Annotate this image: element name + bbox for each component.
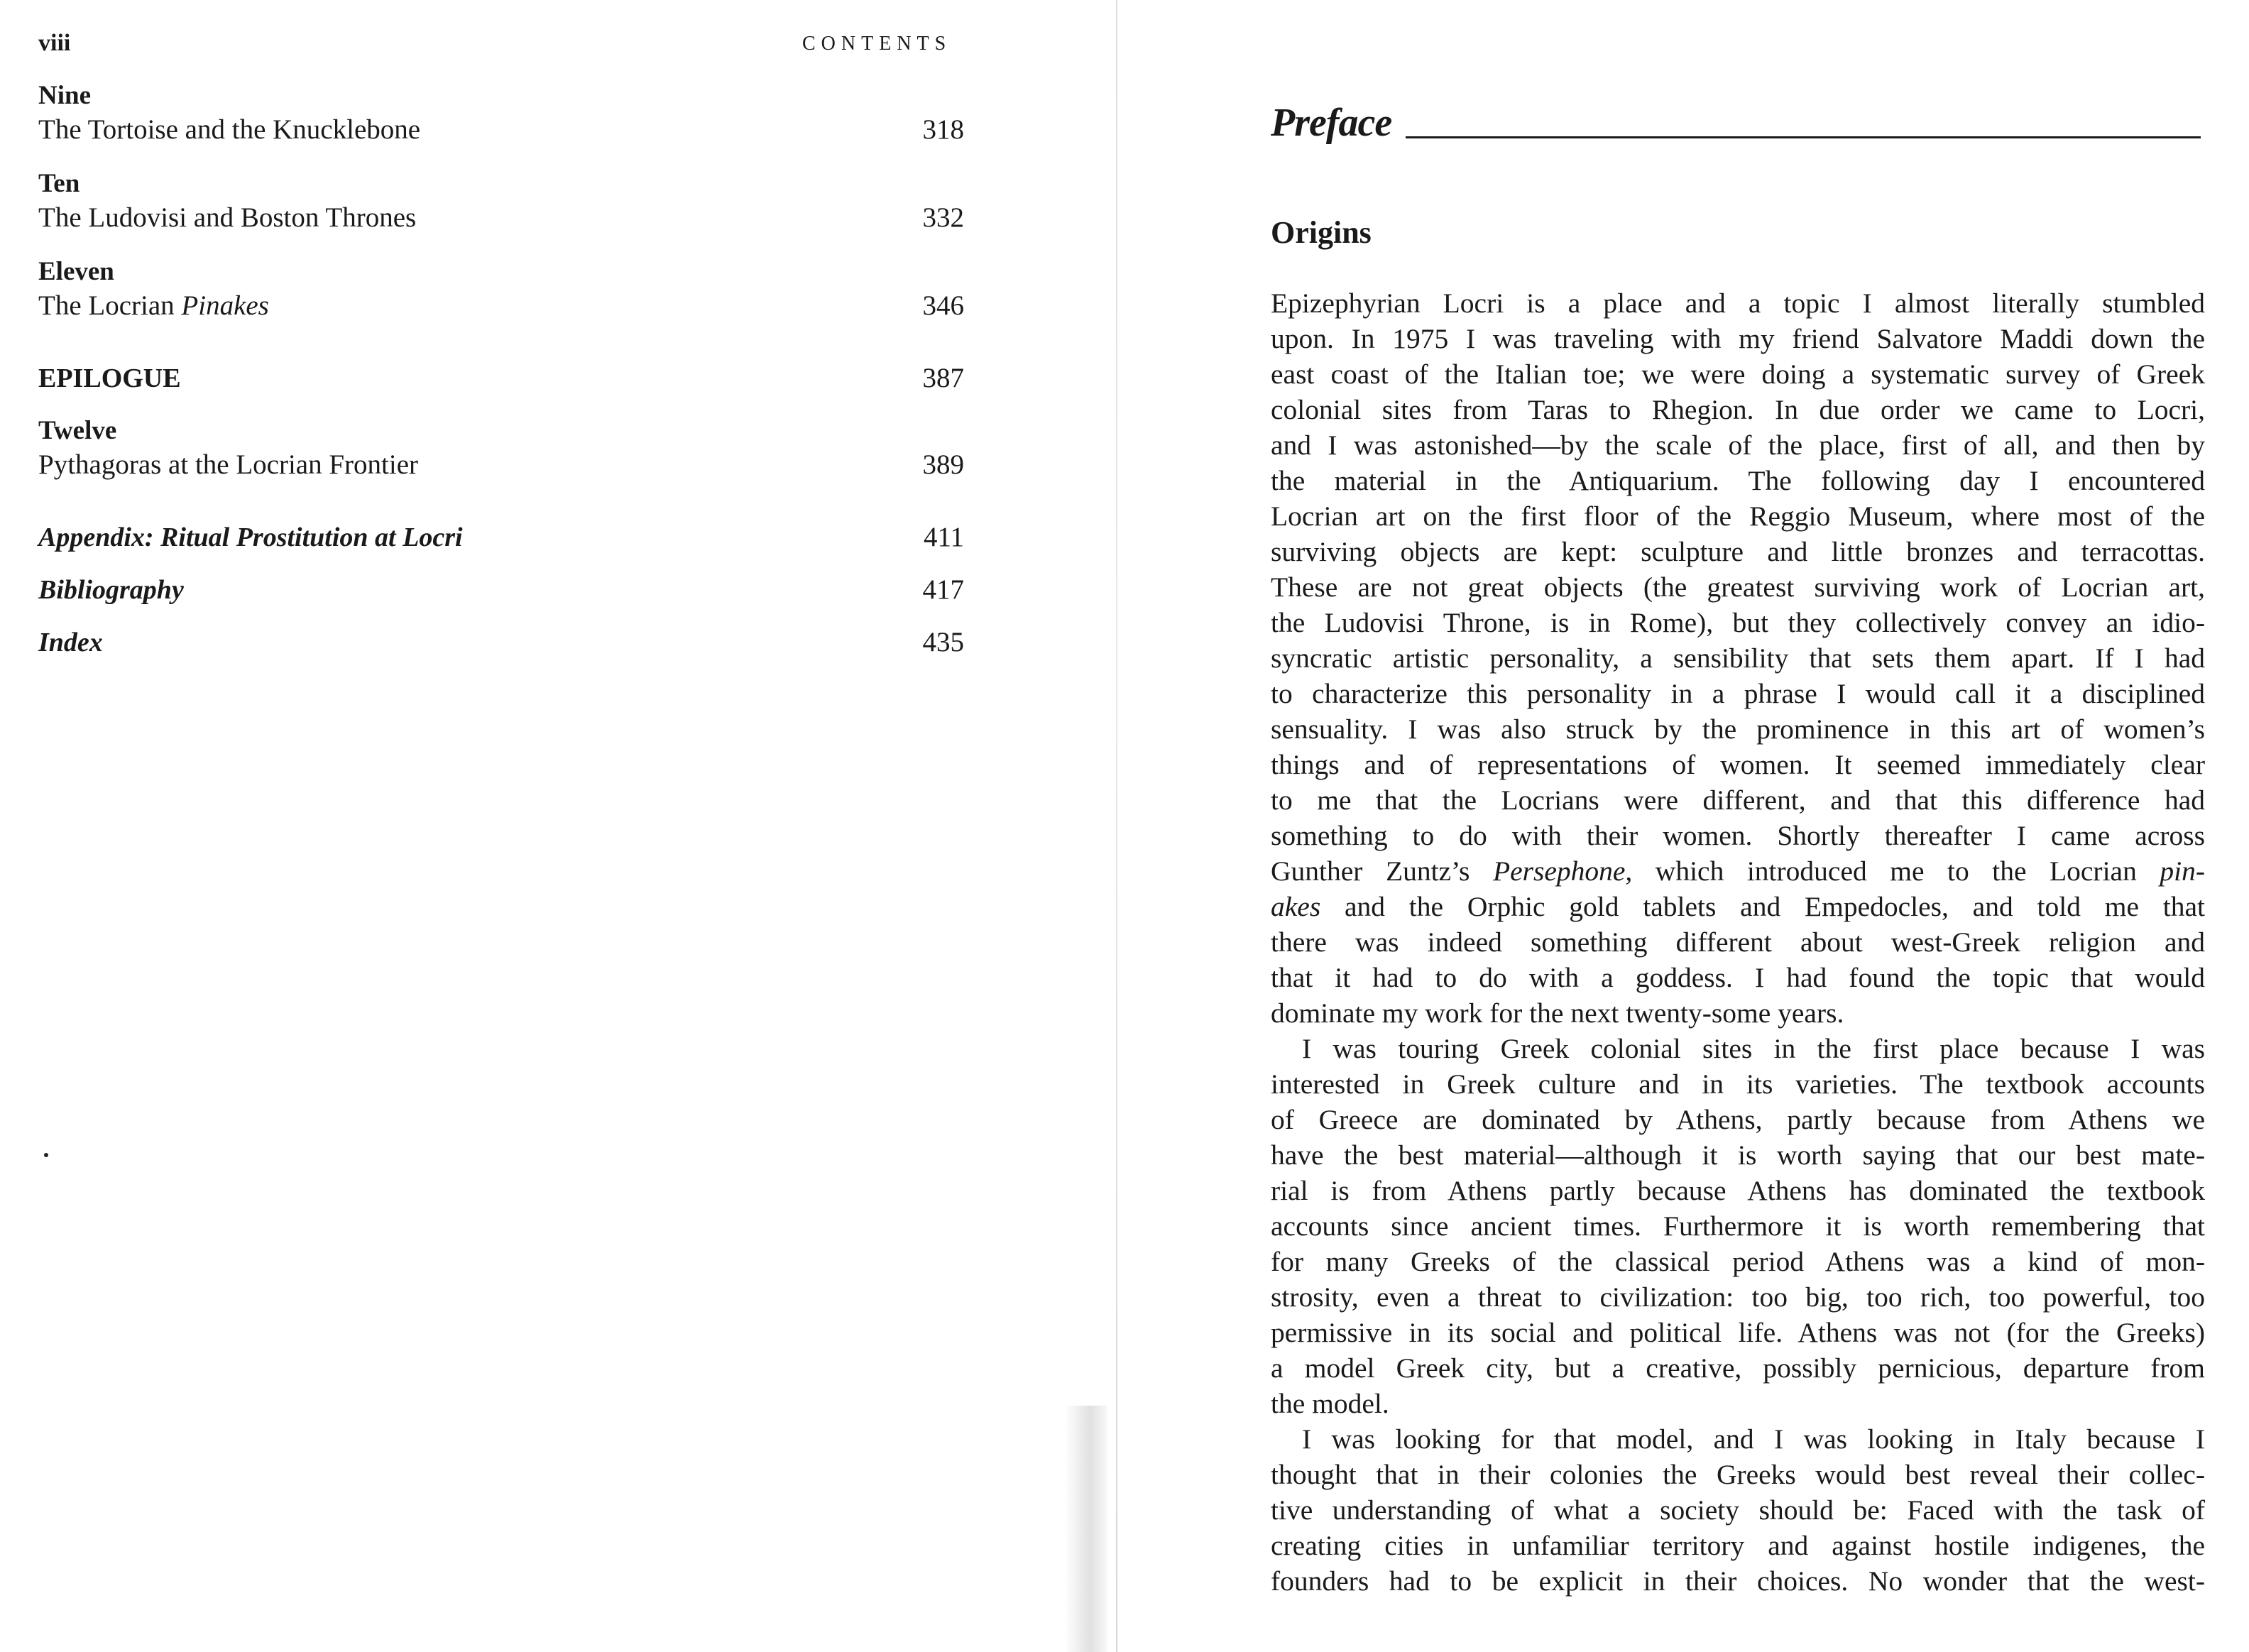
text-line: the Ludovisi Throne, is in Rome), but they collectively convey an idio- xyxy=(1271,607,2205,638)
page-ref: 332 xyxy=(922,202,964,233)
text-line: for many Greeks of the classical period Athens was a kind of mon- xyxy=(1271,1246,2205,1277)
page-ref: 389 xyxy=(922,449,964,480)
text-line: upon. In 1975 I was traveling with my friend Salvatore Maddi down the xyxy=(1271,323,2205,354)
text-run: which introduced me to the Locrian xyxy=(1632,855,2160,887)
term-italic: akes xyxy=(1271,891,1321,922)
section-heading: Index xyxy=(38,628,103,657)
page-ref: 318 xyxy=(922,114,964,145)
text-line: to characterize this personality in a phrase I would call it a disciplined xyxy=(1271,678,2205,709)
text-line: colonial sites from Taras to Rhegion. In due order we came to Locri, xyxy=(1271,394,2205,425)
text-line: the model. xyxy=(1271,1388,1389,1419)
text-line: have the best material—although it is worth saying that our best mate- xyxy=(1271,1139,2205,1171)
text-line: founders had to be explicit in their choices. No wonder that the west- xyxy=(1271,1565,2205,1597)
chapter-title-plain: The Locrian xyxy=(38,290,182,321)
text-line: These are not great objects (the greatest surviving work of Locrian art, xyxy=(1271,571,2205,603)
toc-entry-epilogue xyxy=(38,361,964,396)
text-line: interested in Greek culture and in its varieties. The textbook accounts xyxy=(1271,1068,2205,1100)
text-line xyxy=(1271,889,2205,924)
page-ref: 435 xyxy=(922,627,964,657)
text-line: I was touring Greek colonial sites in the first place because I was xyxy=(1302,1033,2205,1064)
text-line: I was looking for that model, and I was looking in Italy because I xyxy=(1302,1423,2205,1455)
chapter-title-italic: Pinakes xyxy=(181,290,269,321)
chapter-number: Nine xyxy=(38,81,91,110)
text-line: thought that in their colonies the Greeks would best reveal their collec- xyxy=(1271,1459,2205,1490)
heading-rule xyxy=(1406,136,2201,138)
book-title-italic: Persephone, xyxy=(1492,855,1633,887)
page-ref: 411 xyxy=(923,522,964,552)
chapter-number: Ten xyxy=(38,169,80,198)
text-line: Epizephyrian Locri is a place and a topic I almost literally stumbled xyxy=(1271,288,2205,319)
text-line: the material in the Antiquarium. The following day I encountered xyxy=(1271,465,2205,496)
section-heading: EPILOGUE xyxy=(38,363,181,393)
chapter-heading xyxy=(1271,98,2201,148)
body-text xyxy=(1271,285,2205,1599)
toc-entry-ten xyxy=(38,168,964,236)
text-run: Gunther Zuntz’s xyxy=(1271,855,1493,887)
text-line: permissive in its social and political life. Athens was not (for the Greeks) xyxy=(1271,1317,2205,1348)
text-run: and the Orphic gold tablets and Empedocles, and told me that xyxy=(1320,891,2205,922)
text-line: something to do with their women. Shortly thereafter I came across xyxy=(1271,820,2205,851)
text-line: of Greece are dominated by Athens, partly because from Athens we xyxy=(1271,1104,2205,1135)
chapter-title xyxy=(38,290,269,321)
chapter-number: Eleven xyxy=(38,257,114,286)
section-title: Origins xyxy=(1271,215,1372,250)
text-line: accounts since ancient times. Furthermore it is worth remembering that xyxy=(1271,1210,2205,1242)
chapter-title: The Tortoise and the Knucklebone xyxy=(38,114,421,145)
section-heading: Appendix: Ritual Prostitution at Locri xyxy=(38,523,463,552)
text-line: rial is from Athens partly because Athens has dominated the textbook xyxy=(1271,1175,2205,1206)
contents-page xyxy=(0,0,1107,1652)
toc-entry-eleven xyxy=(38,256,964,324)
text-line: a model Greek city, but a creative, possibly pernicious, departure from xyxy=(1271,1352,2205,1384)
toc-entry-bibliography xyxy=(38,572,964,608)
preface-page xyxy=(1271,0,2208,1652)
text-line: sensuality. I was also struck by the prominence in this art of women’s xyxy=(1271,713,2205,745)
toc-entry-index xyxy=(38,625,964,660)
gutter-shadow xyxy=(1065,1406,1107,1652)
text-line: surviving objects are kept: sculpture and little bronzes and terracottas. xyxy=(1271,536,2205,567)
page-ref: 417 xyxy=(922,574,964,605)
text-line xyxy=(1271,853,2205,889)
chapter-number: Twelve xyxy=(38,416,117,445)
ink-speck xyxy=(44,1153,48,1157)
text-line: east coast of the Italian toe; we were doing a systematic survey of Greek xyxy=(1271,359,2205,390)
page-ref: 387 xyxy=(922,363,964,393)
chapter-title: Pythagoras at the Locrian Frontier xyxy=(38,449,419,480)
text-line: that it had to do with a goddess. I had found the topic that would xyxy=(1271,962,2205,993)
toc-entry-nine xyxy=(38,80,964,148)
chapter-title: Preface xyxy=(1271,101,1392,145)
text-line: things and of representations of women. It seemed immediately clear xyxy=(1271,749,2205,780)
text-line: dominate my work for the next twenty-some years. xyxy=(1271,997,1844,1029)
term-italic: pin- xyxy=(2160,855,2205,887)
chapter-title: The Ludovisi and Boston Thrones xyxy=(38,202,417,233)
page-gutter xyxy=(1116,0,1117,1652)
toc-entry-appendix xyxy=(38,520,964,555)
text-line: Locrian art on the first floor of the Reggio Museum, where most of the xyxy=(1271,500,2205,532)
text-line: creating cities in unfamiliar territory and against hostile indigenes, the xyxy=(1271,1530,2205,1561)
text-line: there was indeed something different about west-Greek religion and xyxy=(1271,926,2205,958)
running-head: CONTENTS xyxy=(802,33,952,55)
text-line: tive understanding of what a society should be: Faced with the task of xyxy=(1271,1494,2205,1526)
text-line: strosity, even a threat to civilization: too big, too rich, too powerful, too xyxy=(1271,1281,2205,1313)
text-line: to me that the Locrians were different, and that this difference had xyxy=(1271,784,2205,816)
page-ref: 346 xyxy=(922,290,964,321)
toc-entry-twelve xyxy=(38,415,964,483)
text-line: and I was astonished—by the scale of the place, first of all, and then by xyxy=(1271,430,2205,461)
page-number: viii xyxy=(38,30,71,56)
section-heading: Bibliography xyxy=(38,575,184,605)
text-line: syncratic artistic personality, a sensibility that sets them apart. If I had xyxy=(1271,642,2205,674)
